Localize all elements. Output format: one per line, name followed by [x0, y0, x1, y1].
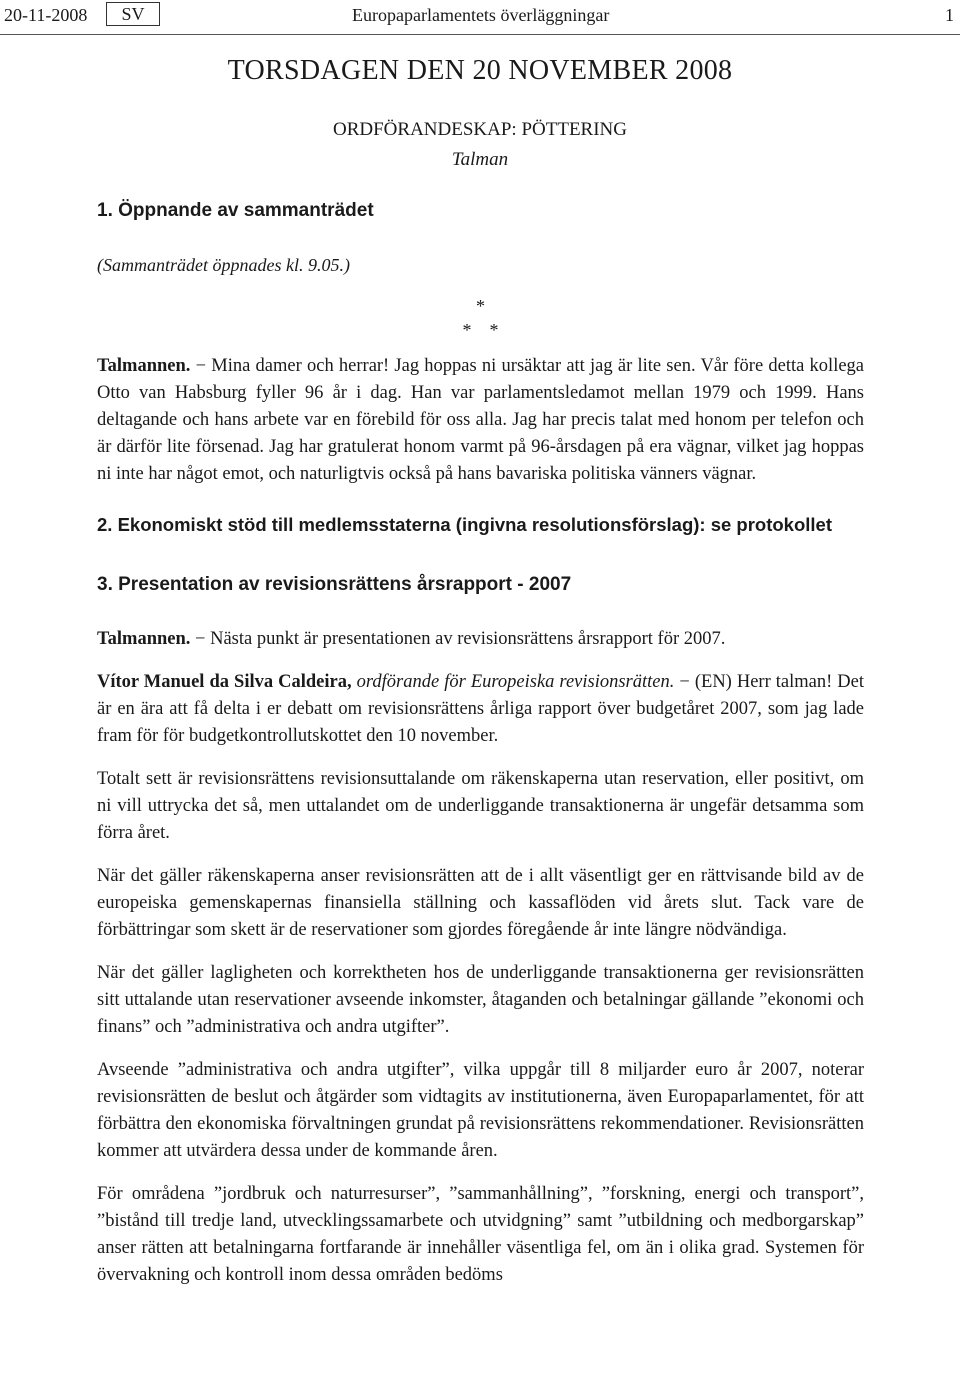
document-title: TORSDAGEN DEN 20 NOVEMBER 2008: [227, 55, 733, 86]
speech-caldeira: [97, 669, 864, 750]
header-date: 20-11-2008: [4, 5, 88, 25]
presidency-line: ORDFÖRANDESKAP: PÖTTERING: [333, 119, 627, 140]
language-badge: SV: [106, 2, 160, 26]
speaker-name: Vítor Manuel da Silva Caldeira,: [97, 672, 352, 692]
sitting-opened-note: (Sammanträdet öppnades kl. 9.05.): [97, 255, 350, 275]
separator-stars: [97, 295, 864, 341]
separator-star-bottom: * *: [462, 320, 499, 340]
page-header: [0, 0, 960, 35]
language-marker: − (EN): [674, 672, 737, 692]
separator-star-top: *: [476, 296, 485, 316]
publication-title: Europaparlamentets överläggningar: [352, 5, 610, 25]
section-1-heading: 1. Öppnande av sammanträdet: [97, 200, 374, 221]
speaker-name: Talmannen.: [97, 356, 191, 376]
speaker-role: ordförande för Europeiska revisionsrätten.: [356, 672, 675, 692]
speech-dash: −: [190, 629, 211, 649]
speech-text: Herr talman! Det är en ära att få delta i er debatt om revisionsrättens årliga rapport över budgetåret 2007, som jag lade fram för för budgetkontrollutskottet den 10 november.: [97, 672, 865, 746]
president-role: Talman: [451, 149, 509, 170]
speech-text: Mina damer och herrar! Jag hoppas ni ursäktar att jag är lite sen. Vår före detta kollega Otto van Habsburg fyller 96 år i dag. Han var parlamentsledamot mellan 1979 och 1999. Hans deltagande och hans arbete var en förebild för oss alla. Jag har precis talat med honom per telefon och är därför lite försenad. Jag har gratulerat honom varmt på 96-årsdagen på era vägnar, vilket jag hoppas ni inte har något emot, och naturligtvis också på hans bavariska politiska vänners vägnar.: [97, 356, 865, 484]
paragraph: När det gäller räkenskaperna anser revisionsrätten att de i allt väsentligt ger en rättvisande bild av de europeiska gemenskapernas finansiella ställning och kassaflöden vid årets slut. Tack vare de förbättringar som skett är de reservationer som gjordes föregående år inte längre nödvändiga.: [97, 866, 864, 940]
speech-talmannen-2: [97, 626, 864, 653]
paragraph: För områdena ”jordbruk och naturresurser”, ”sammanhållning”, ”forskning, energi och transport”, ”bistånd till tredje land, utvecklingssamarbete och utvidgning” samt ”utbildning och medborgarskap” anser rätten att betalningarna fortfarande är innehåller väsentliga fel, om än i olika grad. Systemen för övervakning och kontroll inom dessa områden bedöms: [97, 1184, 864, 1285]
speech-text: Nästa punkt är presentationen av revisionsrättens årsrapport för 2007.: [210, 629, 726, 649]
section-3-heading: 3. Presentation av revisionsrättens årsrapport - 2007: [97, 574, 572, 595]
speaker-name: Talmannen.: [97, 629, 191, 649]
paragraph: När det gäller lagligheten och korrektheten hos de underliggande transaktionerna ger revisionsrätten sitt uttalande utan reservationer avseende inkomster, åtaganden och betalningar gällande ”ekonomi och finans” och ”administrativa och andra utgifter”.: [97, 963, 864, 1037]
document-body: [97, 198, 864, 1289]
section-2-heading: 2. Ekonomiskt stöd till medlemsstaterna (ingivna resolutionsförslag): se protokollet: [97, 514, 833, 535]
paragraph: Avseende ”administrativa och andra utgifter”, vilka uppgår till 8 miljarder euro år 2007, noterar revisionsrätten de beslut och åtgärder som vidtagits av institutionerna, även Europaparlamentet, för att förbättra den ekonomiska förvaltningen grundat på revisionsrättens rekommendationer. Revisionsrätten kommer att utvärdera dessa under de kommande åren.: [97, 1060, 864, 1161]
page-number: 1: [945, 5, 954, 25]
speech-dash: −: [190, 356, 212, 376]
speech-talmannen-1: [97, 353, 864, 488]
paragraph: Totalt sett är revisionsrättens revisionsuttalande om räkenskaperna utan reservation, eller positivt, om ni vill uttrycka det så, men uttalandet om de underliggande transaktionerna är ungefär detsamma som förra året.: [97, 769, 864, 843]
